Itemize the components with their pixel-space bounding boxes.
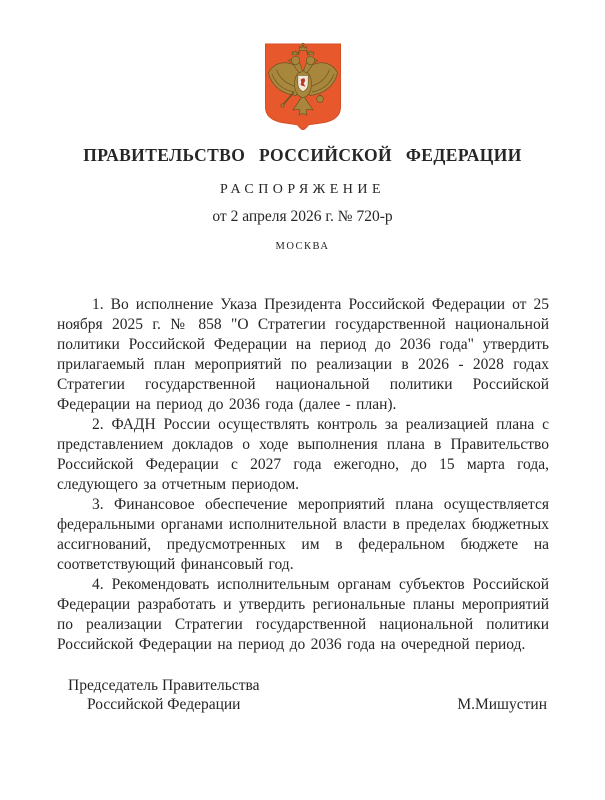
paragraph-3: 3. Финансовое обеспечение мероприятий плана осуществляется федеральными органами исполнительной власти в пределах бюджетных ассигнований, предусмотренных им в федеральном бюджете на соответствующий финансовый год. [57, 496, 549, 573]
signer-position [68, 676, 260, 714]
signature-block [57, 676, 547, 714]
signer-name: М.Мишустин [457, 696, 547, 713]
document-date-number: от 2 апреля 2026 г. № 720-р [212, 208, 393, 225]
document-type-title: РАСПОРЯЖЕНИЕ [219, 182, 386, 197]
signer-position-line2: Российской Федерации [87, 696, 241, 713]
paragraph-1: 1. Во исполнение Указа Президента Российской Федерации от 25 ноября 2025 г. № 858 "О Стратегии государственной национальной политики Российской Федерации на период до 2036 года" утвердить прилагаемый план мероприятий по реализации в 2026 - 2028 годах Стратегии государственной национальной политики Российской Федерации на период до 2036 года (далее - план). [57, 296, 549, 413]
document-body [57, 295, 549, 655]
paragraph-2: 2. ФАДН России осуществлять контроль за реализацией плана с представлением докладов о ходе выполнения плана в Правительство Российской Федерации с 2027 года ежегодно, до 15 марта года, следующего за отчетным периодом. [57, 416, 549, 493]
russia-coat-of-arms-icon [263, 42, 343, 130]
signer-position-line1: Председатель Правительства [68, 677, 260, 694]
issuing-city: МОСКВА [275, 241, 330, 252]
paragraph-4: 4. Рекомендовать исполнительным органам субъектов Российской Федерации разработать и утвердить региональные планы мероприятий по реализации Стратегии государственной национальной политики Российской Федерации на период до 2036 года на очередной период. [57, 576, 549, 653]
issuing-authority-title: ПРАВИТЕЛЬСТВО РОССИЙСКОЙ ФЕДЕРАЦИИ [83, 145, 522, 165]
